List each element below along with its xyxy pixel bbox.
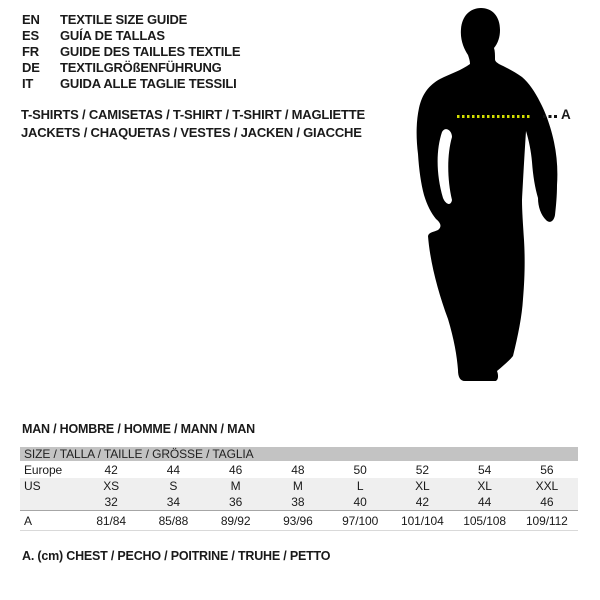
- table-cell: L: [356, 479, 364, 493]
- table-row-us: [20, 478, 578, 494]
- table-cell: XL: [477, 479, 492, 493]
- table-row-europe: [20, 461, 578, 478]
- language-title: GUÍA DE TALLAS: [60, 27, 165, 43]
- language-title: GUIDA ALLE TAGLIE TESSILI: [60, 76, 237, 92]
- language-row-es: [22, 27, 240, 43]
- table-cell: 44: [166, 462, 180, 477]
- table-cell: 34: [166, 495, 180, 509]
- table-cell: 50: [353, 462, 367, 477]
- table-cell: 97/100: [342, 513, 379, 528]
- table-cell: XL: [415, 479, 430, 493]
- silhouette-body: [417, 8, 558, 381]
- language-row-de: [22, 60, 240, 76]
- man-silhouette: [402, 4, 572, 394]
- table-cell: 52: [415, 462, 429, 477]
- table-cell: 105/108: [463, 513, 506, 528]
- row-label: Europe: [24, 462, 63, 477]
- language-code: EN: [22, 11, 40, 27]
- table-cell: XS: [103, 479, 120, 493]
- table-cell: 56: [540, 462, 554, 477]
- table-cell: 40: [353, 495, 367, 509]
- table-cell: 48: [291, 462, 305, 477]
- language-code: FR: [22, 43, 39, 59]
- row-label: US: [24, 479, 41, 493]
- table-cell: 93/96: [283, 513, 313, 528]
- table-cell: 36: [229, 495, 243, 509]
- category-line-jackets: JACKETS / CHAQUETAS / VESTES / JACKEN / GIACCHE: [21, 124, 362, 140]
- row-label: A: [24, 513, 32, 528]
- table-cell: 81/84: [96, 513, 126, 528]
- table-cell: 101/104: [401, 513, 444, 528]
- table-row-chest-a: [20, 510, 578, 531]
- language-row-en: [22, 11, 240, 27]
- size-table: [20, 447, 578, 531]
- language-list: [22, 11, 240, 92]
- language-code: IT: [22, 76, 34, 92]
- table-row-numeric: [20, 494, 578, 510]
- table-cell: 32: [104, 495, 118, 509]
- section-heading: MAN / HOMBRE / HOMME / MANN / MAN: [22, 422, 255, 436]
- table-cell: 109/112: [525, 513, 568, 528]
- size-table-header: SIZE / TALLA / TAILLE / GRÖSSE / TAGLIA: [20, 447, 578, 461]
- table-cell: 85/88: [158, 513, 189, 528]
- table-cell: M: [292, 479, 303, 493]
- chest-measure-dashes-inner: [457, 115, 530, 118]
- table-cell: XXL: [535, 479, 559, 493]
- table-cell: 46: [229, 462, 243, 477]
- table-cell: 42: [104, 462, 118, 477]
- table-cell: M: [230, 479, 241, 493]
- table-cell: 89/92: [220, 513, 251, 528]
- language-title: TEXTILGRÖßENFÜHRUNG: [60, 60, 222, 76]
- table-cell: S: [169, 479, 178, 493]
- language-row-fr: [22, 43, 240, 59]
- table-cell: 44: [478, 495, 492, 509]
- table-cell: 46: [540, 495, 554, 509]
- garment-categories: [21, 106, 365, 141]
- language-row-it: [22, 76, 240, 92]
- measure-footnote: A. (cm) CHEST / PECHO / POITRINE / TRUHE / PETTO: [22, 549, 331, 563]
- language-code: ES: [22, 27, 39, 43]
- language-title: GUIDE DES TAILLES TEXTILE: [60, 43, 241, 59]
- table-cell: 54: [478, 462, 492, 477]
- language-code: DE: [22, 60, 40, 76]
- language-title: TEXTILE SIZE GUIDE: [60, 11, 188, 27]
- category-line-tshirts: T-SHIRTS / CAMISETAS / T-SHIRT / T-SHIRT / MAGLIETTE: [21, 107, 365, 122]
- measure-label-a: A: [561, 107, 571, 122]
- table-cell: 38: [291, 495, 305, 509]
- chest-measure-dashes-outer: [543, 115, 558, 118]
- table-cell: 42: [415, 495, 429, 509]
